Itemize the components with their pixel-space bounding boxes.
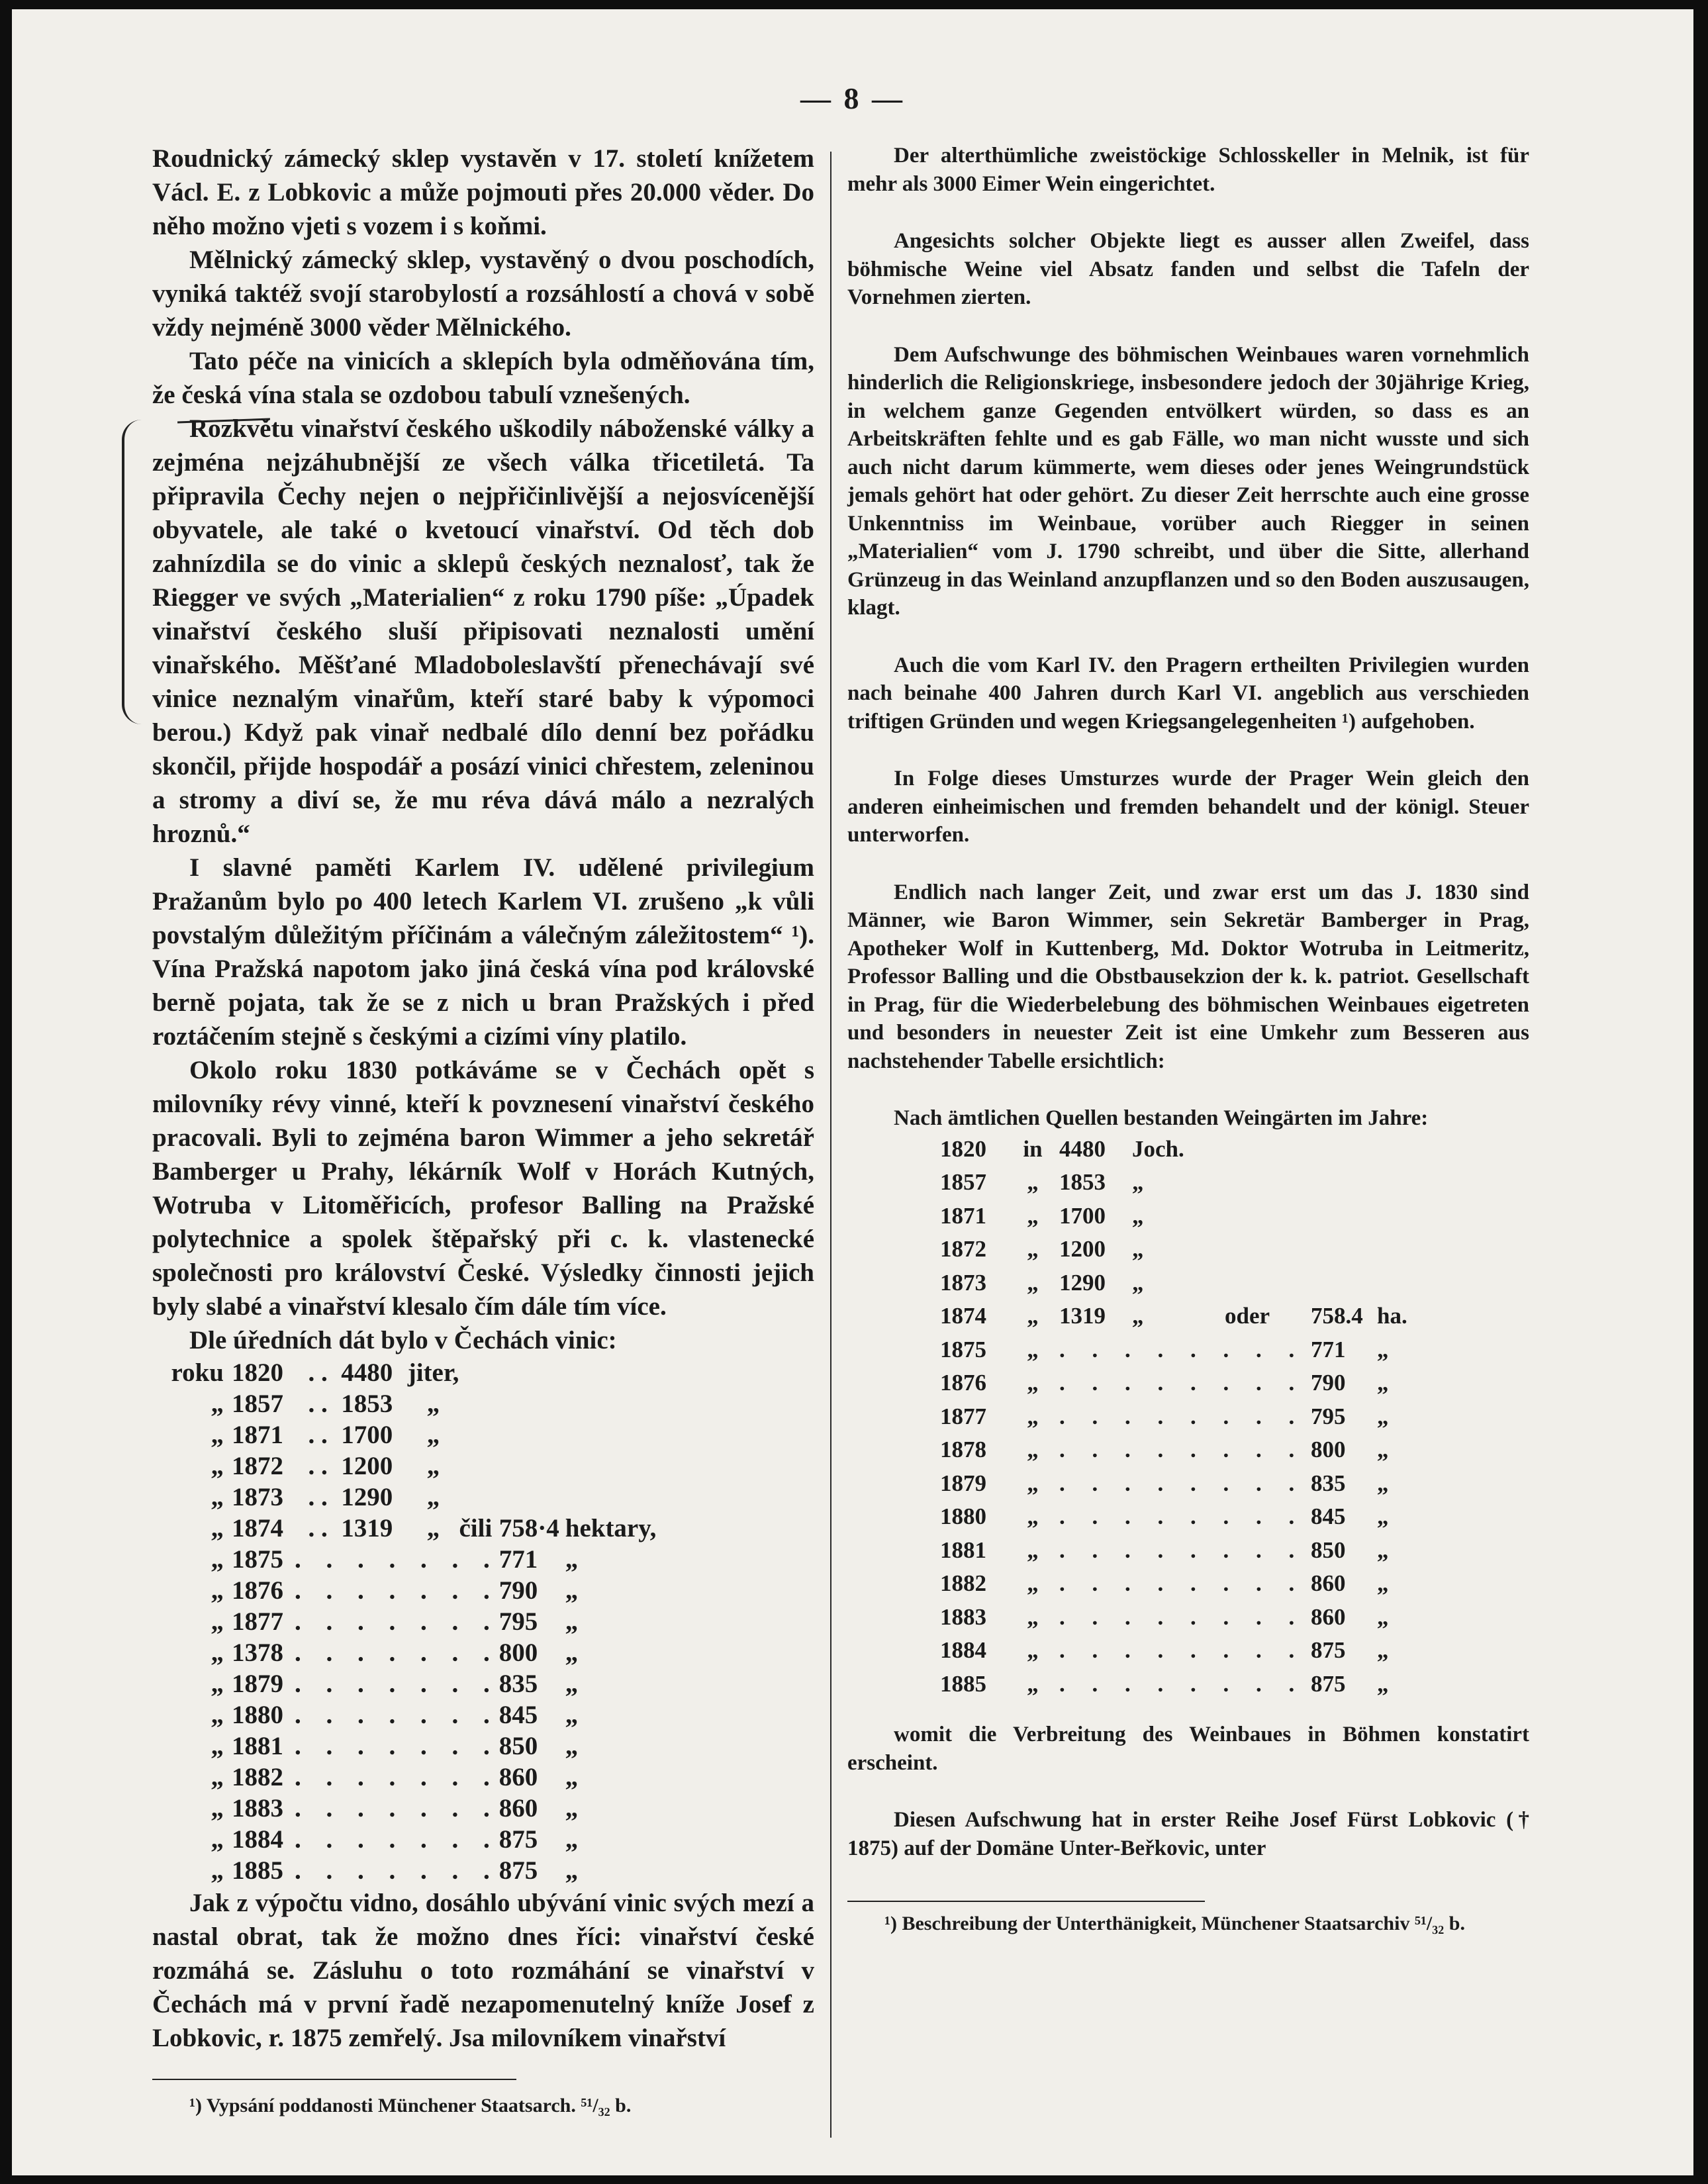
row-label-cell: „ <box>211 1701 224 1729</box>
separator-cell: „ <box>1027 1370 1039 1396</box>
conversion-label-cell <box>459 1450 499 1482</box>
metric-unit-cell: „ <box>565 1545 579 1574</box>
metric-unit-cell: „ <box>1377 1570 1389 1596</box>
table-row <box>940 1433 1430 1467</box>
metric-unit-cell: „ <box>565 1607 579 1636</box>
metric-unit-cell: „ <box>1377 1336 1389 1362</box>
row-label-cell: „ <box>211 1794 224 1823</box>
german-after-table-paragraph: Diesen Aufschwung hat in erster Reihe Josef Fürst Lobkovic († 1875) auf der Domäne Unter-Beřkovic, unter <box>847 1808 1529 1860</box>
czech-paragraph: Okolo roku 1830 potkáváme se v Čechách opět s milovníky révy vinné, kteří k povznesení vinařství českého pracovali. Byli to zejména baron Wimmer a jeho sekretář Bamberger u Prahy, lékárník Wolf v Horách Kutných, Wotruba v Litoměřicích, profesor Balling na Pražské polytechnice a spolek štěpařský při c. k. vlastenecké společnosti pro království České. Výsledky činnosti jejich byly slabé a vinařství klesalo čím dále tím více. <box>152 1056 814 1321</box>
unit-cell: „ <box>426 1514 440 1543</box>
dot-leader-cell: . . . . . . . . <box>1059 1403 1305 1429</box>
metric-value-cell: 835 <box>1311 1470 1346 1496</box>
value-cell: 1319 <box>1059 1303 1106 1329</box>
dot-leader-cell: . . . . . . . <box>295 1576 499 1605</box>
conversion-label-cell <box>1225 1133 1311 1166</box>
year-cell: 1820 <box>232 1358 283 1387</box>
unit-cell: „ <box>426 1483 440 1511</box>
separator-cell: . . <box>308 1421 328 1449</box>
table-row <box>940 1333 1430 1367</box>
metric-value-cell: 860 <box>1311 1603 1346 1630</box>
dot-leader-cell: . . . . . . . <box>295 1825 499 1854</box>
metric-unit-cell: „ <box>565 1732 579 1760</box>
table-row <box>152 1731 691 1762</box>
value-cell: 1853 <box>341 1390 393 1418</box>
year-cell: 1857 <box>232 1390 283 1418</box>
separator-cell: „ <box>1027 1570 1039 1596</box>
year-cell: 1873 <box>232 1483 283 1511</box>
year-cell: 1882 <box>940 1570 986 1596</box>
dot-leader-cell: . . . . . . . . <box>1059 1370 1305 1396</box>
value-cell: 1319 <box>341 1514 393 1543</box>
german-after-table-paragraph: womit die Verbreitung des Weinbaues in Böhmen konstatirt erscheint. <box>847 1723 1529 1775</box>
metric-value-cell <box>1311 1133 1377 1166</box>
conversion-label-cell <box>459 1388 499 1419</box>
table-row <box>940 1668 1430 1701</box>
metric-unit-cell: „ <box>1377 1603 1389 1630</box>
year-cell: 1877 <box>232 1607 283 1636</box>
metric-unit-cell: „ <box>1377 1403 1389 1429</box>
metric-value-cell: 795 <box>498 1607 538 1636</box>
year-cell: 1881 <box>940 1537 986 1563</box>
dot-leader-cell: . . . . . . . <box>295 1670 499 1698</box>
row-label-cell: „ <box>211 1763 224 1791</box>
separator-cell: „ <box>1027 1670 1039 1697</box>
year-cell: 1820 <box>940 1135 986 1162</box>
metric-unit-cell: „ <box>1377 1470 1389 1496</box>
year-cell: 1871 <box>232 1421 283 1449</box>
table-row <box>152 1388 691 1419</box>
dot-leader-cell: . . . . . . . . <box>1059 1437 1305 1462</box>
metric-value-cell: 758.4 <box>1311 1303 1363 1329</box>
table-row <box>940 1266 1430 1300</box>
metric-unit-cell: „ <box>565 1825 579 1854</box>
dot-leader-cell: . . . . . . . <box>295 1763 499 1791</box>
year-cell: 1880 <box>232 1701 283 1729</box>
value-cell: 1200 <box>341 1452 393 1480</box>
conversion-label-cell <box>459 1419 499 1450</box>
czech-table-intro: Dle úředních dát bylo v Čechách vinic: <box>189 1326 617 1354</box>
dot-leader-cell: . . . . . . . . <box>1059 1470 1305 1496</box>
table-row <box>152 1513 691 1544</box>
row-label-cell: „ <box>211 1452 224 1480</box>
table-row <box>152 1357 691 1388</box>
metric-unit-cell <box>565 1450 691 1482</box>
year-cell: 1884 <box>232 1825 283 1854</box>
table-row <box>940 1233 1430 1266</box>
table-row <box>940 1366 1430 1400</box>
metric-value-cell: 875 <box>498 1825 538 1854</box>
dot-leader-cell: . . . . . . . <box>295 1638 499 1667</box>
year-cell: 1874 <box>940 1303 986 1329</box>
table-row <box>940 1400 1430 1434</box>
metric-value-cell: 875 <box>498 1856 538 1885</box>
unit-cell: „ <box>1132 1269 1144 1296</box>
czech-vineyard-table <box>152 1357 691 1886</box>
metric-unit-cell: „ <box>1377 1637 1389 1663</box>
czech-after-table-paragraph: Jak z výpočtu vidno, dosáhlo ubývání vinic svých mezí a nastal obrat, tak že možno dnes říci: vinařství české rozmáhá se. Zásluhu o toto rozmáhání se vinařství v Čechách má v první řadě nezapomenutelný kníže Josef z Lobkovic, r. 1875 zemřelý. Jsa milovníkem vinařství <box>152 1889 814 2052</box>
value-cell: 1853 <box>1059 1169 1106 1195</box>
german-paragraph: In Folge dieses Umsturzes wurde der Prager Wein gleich den anderen einheimischen und fremden behandelt und der königl. Steuer unterworfen. <box>847 767 1529 847</box>
separator-cell: „ <box>1027 1503 1039 1529</box>
unit-cell: „ <box>1132 1202 1144 1229</box>
separator-cell: . . <box>308 1514 328 1543</box>
metric-value-cell: 790 <box>498 1576 538 1605</box>
metric-unit-cell: „ <box>1377 1437 1389 1462</box>
separator-cell: in <box>1023 1135 1043 1162</box>
czech-paragraph: Roudnický zámecký sklep vystavěn v 17. století knížetem Václ. E. z Lobkovic a může pojmouti přes 20.000 věder. Do něho možno vjeti s vozem i s koňmi. <box>152 144 814 240</box>
table-row <box>152 1450 691 1482</box>
czech-paragraph: Mělnický zámecký sklep, vystavěný o dvou poschodích, vyniká taktéž svojí starobylostí a rozsáhlostí a chová v sobě vždy nejméně 3000 věder Mělnického. <box>152 246 814 342</box>
year-cell: 1878 <box>940 1437 986 1462</box>
row-label-cell: „ <box>211 1638 224 1667</box>
metric-value-cell <box>1311 1266 1377 1300</box>
year-cell: 1883 <box>232 1794 283 1823</box>
value-cell: 1290 <box>1059 1269 1106 1296</box>
conversion-label-cell <box>1225 1166 1311 1200</box>
metric-value-cell <box>1311 1200 1377 1233</box>
conversion-label-cell <box>1225 1233 1311 1266</box>
row-label-cell: „ <box>211 1670 224 1698</box>
conversion-label-cell: oder <box>1225 1303 1270 1329</box>
row-label-cell: „ <box>211 1607 224 1636</box>
metric-value-cell: 771 <box>1311 1336 1346 1362</box>
conversion-label-cell <box>459 1482 499 1513</box>
separator-cell: . . <box>308 1390 328 1418</box>
page-number: — 8 — <box>800 81 905 115</box>
unit-cell: Joch. <box>1132 1135 1184 1162</box>
year-cell: 1876 <box>232 1576 283 1605</box>
row-label-cell: „ <box>211 1545 224 1574</box>
row-label-cell: „ <box>211 1856 224 1885</box>
metric-unit-cell <box>1377 1233 1430 1266</box>
separator-cell: „ <box>1027 1202 1039 1229</box>
metric-unit-cell: „ <box>1377 1503 1389 1529</box>
table-row <box>152 1606 691 1637</box>
conversion-label-cell <box>1225 1266 1311 1300</box>
metric-value-cell: 850 <box>1311 1537 1346 1563</box>
czech-paragraph: Rozkvětu vinařství českého uškodily náboženské války a zejména nejzáhubnější ze všech válka třicetiletá. Ta připravila Čechy nejen o nejpřičinlivější a nejosvícenější obyvatele, ale také o kvetoucí vinařství. Od těch dob zahnízdila se do vinic a sklepů českých neznalosť, tak že Riegger ve svých „Materialien“ z roku 1790 píše: „Úpadek vinařství českého sluší připisovati neznalosti umění vinařského. Měšťané Mladoboleslavští přenechávají své vinice neznalým vinařům, kteří staré baby k výpomoci berou.) Když pak vinař nedbalé dílo denní bez pořádku skončil, přijde hospodář a posází vinici chřestem, zeleninou a stromy a diví se, že mu réva dává málo a nezralých hroznů.“ <box>152 414 814 848</box>
metric-unit-cell: „ <box>565 1794 579 1823</box>
footnote-rule <box>847 1901 1205 1902</box>
metric-unit-cell: ha. <box>1377 1303 1407 1329</box>
footnote-rule <box>152 2079 516 2080</box>
dot-leader-cell: . . . . . . . . <box>1059 1570 1305 1596</box>
metric-unit-cell: hektary, <box>565 1514 657 1543</box>
table-row <box>940 1300 1430 1333</box>
metric-value-cell <box>499 1388 565 1419</box>
german-table-intro: Nach ämtlichen Quellen bestanden Weingärten im Jahre: <box>894 1106 1429 1130</box>
table-row <box>152 1793 691 1824</box>
table-row <box>152 1575 691 1606</box>
year-cell: 1879 <box>940 1470 986 1496</box>
year-cell: 1876 <box>940 1370 986 1396</box>
year-cell: 1875 <box>232 1545 283 1574</box>
separator-cell: „ <box>1027 1269 1039 1296</box>
separator-cell: „ <box>1027 1336 1039 1362</box>
german-paragraph: Dem Aufschwunge des böhmischen Weinbaues waren vornehmlich hinderlich die Religionskriege, insbesondere jedoch der 30jährige Krieg, in welchem ganze Gegenden entvölkert würden, so dass es an Arbeitskräften fehlte und es gab Fälle, wo man nicht wusste und sich auch nicht darum kümmerte, wem dieses oder jenes Weingrundstück jemals gehört hat oder gehört. Zu dieser Zeit herrschte auch eine grosse Unkenntniss im Weinbaue, vorüber auch Riegger in seinen „Materialien“ vom J. 1790 schreibt, und über die Sitte, allerhand Grünzeug in das Weinland anzupflanzen und so den Boden auszusaugen, klagt. <box>847 342 1529 620</box>
year-cell: 1877 <box>940 1403 986 1429</box>
czech-column <box>152 142 814 2118</box>
metric-unit-cell: „ <box>1377 1670 1389 1697</box>
table-row <box>152 1544 691 1575</box>
value-cell: 4480 <box>341 1358 393 1387</box>
year-cell: 1378 <box>232 1638 283 1667</box>
metric-value-cell <box>499 1419 565 1450</box>
value-cell: 4480 <box>1059 1135 1106 1162</box>
table-row <box>152 1419 691 1450</box>
row-label-cell: „ <box>211 1390 224 1418</box>
year-cell: 1872 <box>232 1452 283 1480</box>
year-cell: 1881 <box>232 1732 283 1760</box>
year-cell: 1874 <box>232 1514 283 1543</box>
table-row <box>940 1166 1430 1200</box>
german-footnote: ¹) Beschreibung der Unterthänigkeit, Münchener Staatsarchiv ⁵¹/₃₂ b. <box>884 1913 1465 1934</box>
table-row <box>940 1467 1430 1501</box>
dot-leader-cell: . . . . . . . . <box>1059 1537 1305 1563</box>
year-cell: 1885 <box>232 1856 283 1885</box>
table-row <box>152 1482 691 1513</box>
column-divider <box>830 152 831 2138</box>
row-label-cell: „ <box>211 1825 224 1854</box>
metric-unit-cell: „ <box>1377 1370 1389 1396</box>
dot-leader-cell: . . . . . . . <box>295 1545 499 1574</box>
separator-cell: . . <box>308 1483 328 1511</box>
unit-cell: „ <box>426 1421 440 1449</box>
table-row <box>152 1668 691 1699</box>
metric-value-cell: 790 <box>1311 1370 1346 1396</box>
separator-cell: „ <box>1027 1437 1039 1462</box>
separator-cell: „ <box>1027 1236 1039 1262</box>
metric-value-cell: 845 <box>498 1701 538 1729</box>
dot-leader-cell: . . . . . . . <box>295 1732 499 1760</box>
separator-cell: „ <box>1027 1637 1039 1663</box>
unit-cell: „ <box>1132 1169 1144 1195</box>
row-label-cell: „ <box>211 1483 224 1511</box>
dot-leader-cell: . . . . . . . . <box>1059 1637 1305 1663</box>
metric-value-cell: 795 <box>1311 1403 1346 1429</box>
table-row <box>152 1637 691 1668</box>
metric-value-cell <box>1311 1233 1377 1266</box>
row-label-cell: „ <box>211 1576 224 1605</box>
year-cell: 1879 <box>232 1670 283 1698</box>
metric-value-cell: 835 <box>498 1670 538 1698</box>
year-cell: 1871 <box>940 1202 986 1229</box>
metric-value-cell: 850 <box>498 1732 538 1760</box>
german-paragraph: Angesichts solcher Objekte liegt es ausser allen Zweifel, dass böhmische Weine viel Absatz fanden und selbst die Tafeln der Vornehmen zierten. <box>847 229 1529 309</box>
metric-value-cell: 860 <box>1311 1570 1346 1596</box>
metric-unit-cell: „ <box>565 1670 579 1698</box>
metric-value-cell <box>499 1357 565 1388</box>
year-cell: 1884 <box>940 1637 986 1663</box>
metric-unit-cell <box>1377 1166 1430 1200</box>
dot-leader-cell: . . . . . . . . <box>1059 1670 1305 1697</box>
dot-leader-cell: . . . . . . . . <box>1059 1336 1305 1362</box>
row-label-cell: „ <box>211 1514 224 1543</box>
table-row <box>940 1634 1430 1668</box>
row-label-cell: „ <box>211 1421 224 1449</box>
dot-leader-cell: . . . . . . . . <box>1059 1503 1305 1529</box>
separator-cell: . . <box>308 1358 328 1387</box>
metric-unit-cell: „ <box>565 1576 579 1605</box>
metric-unit-cell: „ <box>1377 1537 1389 1563</box>
year-cell: 1873 <box>940 1269 986 1296</box>
metric-value-cell: 771 <box>498 1545 538 1574</box>
separator-cell: „ <box>1027 1303 1039 1329</box>
separator-cell: „ <box>1027 1603 1039 1630</box>
dot-leader-cell: . . . . . . . <box>295 1856 499 1885</box>
metric-value-cell: 860 <box>498 1794 538 1823</box>
value-cell: 1700 <box>341 1421 393 1449</box>
separator-cell: . . <box>308 1452 328 1480</box>
margin-bracket-mark <box>122 420 142 724</box>
year-cell: 1880 <box>940 1503 986 1529</box>
table-row <box>152 1855 691 1886</box>
unit-cell: „ <box>1132 1236 1144 1262</box>
metric-unit-cell: „ <box>565 1856 579 1885</box>
year-cell: 1883 <box>940 1603 986 1630</box>
conversion-label-cell <box>459 1357 499 1388</box>
metric-unit-cell: „ <box>565 1763 579 1791</box>
book-page <box>12 9 1693 2175</box>
value-cell: 1700 <box>1059 1202 1106 1229</box>
metric-value-cell: 800 <box>1311 1437 1346 1462</box>
dot-leader-cell: . . . . . . . <box>295 1701 499 1729</box>
value-cell: 1290 <box>341 1483 393 1511</box>
separator-cell: „ <box>1027 1169 1039 1195</box>
value-cell: 1200 <box>1059 1236 1106 1262</box>
metric-unit-cell: „ <box>565 1638 579 1667</box>
metric-value-cell: 875 <box>1311 1670 1346 1697</box>
german-column <box>847 142 1529 1936</box>
table-row <box>940 1200 1430 1233</box>
dot-leader-cell: . . . . . . . . <box>1059 1603 1305 1630</box>
separator-cell: „ <box>1027 1470 1039 1496</box>
czech-footnote: ¹) Vypsání poddanosti Münchener Staatsarch. ⁵¹/₃₂ b. <box>189 2095 632 2116</box>
year-cell: 1885 <box>940 1670 986 1697</box>
table-row <box>152 1762 691 1793</box>
dot-leader-cell: . . . . . . . <box>295 1794 499 1823</box>
metric-unit-cell: „ <box>565 1701 579 1729</box>
metric-value-cell <box>1311 1166 1377 1200</box>
row-label-cell: „ <box>211 1732 224 1760</box>
year-cell: 1875 <box>940 1336 986 1362</box>
czech-paragraph: I slavné paměti Karlem IV. udělené privilegium Pražanům bylo po 400 letech Karlem VI. zrušeno „k vůli povstalým důležitým příčinám a válečným záležitostem“ ¹). Vína Pražská napotom jako jiná česká vína pod královské berně pojata, tak že se z nich u bran Pražských i před roztáčením stejně s českými a cizími víny platilo. <box>152 853 814 1051</box>
czech-paragraph: Tato péče na vinicích a sklepích byla odměňována tím, že česká vína stala se ozdobou tabulí vznešených. <box>152 347 814 409</box>
row-label-cell: roku <box>171 1358 224 1387</box>
metric-unit-cell <box>1377 1133 1430 1166</box>
table-row <box>940 1500 1430 1534</box>
metric-unit-cell <box>565 1357 691 1388</box>
metric-unit-cell <box>1377 1200 1430 1233</box>
conversion-label-cell: čili <box>459 1514 493 1543</box>
unit-cell: „ <box>1132 1303 1144 1329</box>
german-paragraph: Auch die vom Karl IV. den Pragern ertheilten Privilegien wurden nach beinahe 400 Jahren durch Karl VI. angeblich aus verschieden triftigen Gründen und wegen Kriegsangelegenheiten ¹) aufgehoben. <box>847 653 1529 734</box>
year-cell: 1872 <box>940 1236 986 1262</box>
metric-unit-cell <box>565 1419 691 1450</box>
metric-value-cell: 860 <box>498 1763 538 1791</box>
unit-cell: „ <box>426 1390 440 1418</box>
unit-cell: „ <box>426 1452 440 1480</box>
metric-value-cell: 758·4 <box>498 1514 559 1543</box>
table-row <box>940 1534 1430 1568</box>
metric-value-cell <box>499 1482 565 1513</box>
metric-unit-cell <box>1377 1266 1430 1300</box>
table-row <box>152 1824 691 1855</box>
metric-value-cell: 800 <box>498 1638 538 1667</box>
metric-value-cell <box>499 1450 565 1482</box>
table-row <box>940 1567 1430 1601</box>
separator-cell: „ <box>1027 1403 1039 1429</box>
separator-cell: „ <box>1027 1537 1039 1563</box>
unit-cell: jiter, <box>407 1358 459 1387</box>
german-paragraph: Endlich nach langer Zeit, und zwar erst um das J. 1830 sind Männer, wie Baron Wimmer, sein Sekretär Bamberger in Prag, Apotheker Wolf in Kuttenberg, Md. Doktor Wotruba in Leitmeritz, Professor Balling und die Obstbausekzion der k. k. patriot. Gesellschaft in Prag, für die Wiederbelebung des böhmischen Weinbaues eigetreten und besonders in neuester Zeit ist eine Umkehr zum Besseren aus nachstehender Tabelle ersichtlich: <box>847 880 1529 1073</box>
table-row <box>940 1601 1430 1635</box>
german-paragraph: Der alterthümliche zweistöckige Schlosskeller in Melnik, ist für mehr als 3000 Eimer Wein eingerichtet. <box>847 144 1529 196</box>
metric-value-cell: 875 <box>1311 1637 1346 1663</box>
year-cell: 1882 <box>232 1763 283 1791</box>
metric-unit-cell <box>565 1388 691 1419</box>
year-cell: 1857 <box>940 1169 986 1195</box>
metric-unit-cell <box>565 1482 691 1513</box>
metric-value-cell: 845 <box>1311 1503 1346 1529</box>
table-row <box>940 1133 1430 1166</box>
dot-leader-cell: . . . . . . . <box>295 1607 499 1636</box>
table-row <box>152 1699 691 1731</box>
conversion-label-cell <box>1225 1200 1311 1233</box>
german-vineyard-table <box>940 1133 1430 1701</box>
